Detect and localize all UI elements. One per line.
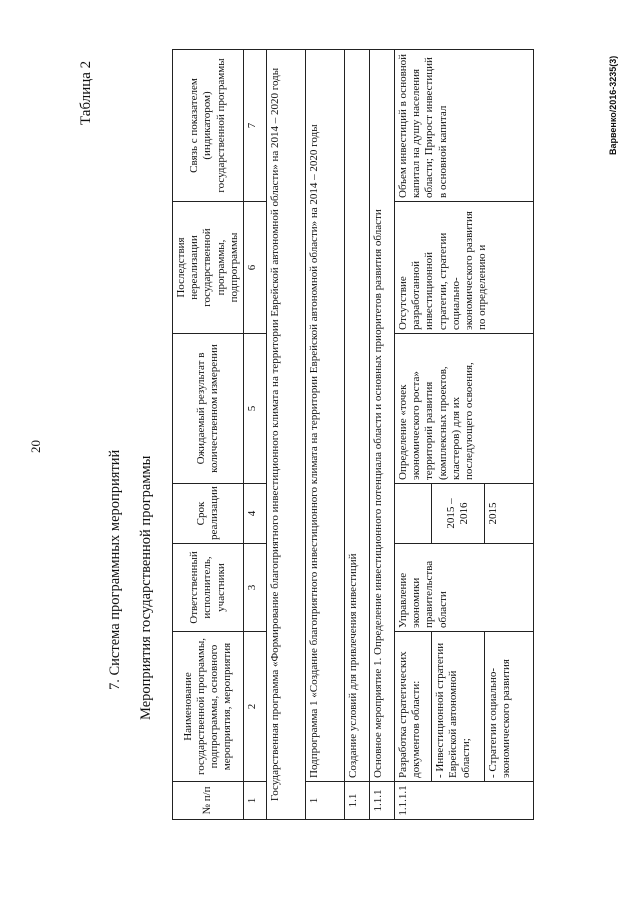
column-number: 7 [243, 50, 266, 202]
column-number: 2 [243, 632, 266, 782]
measure-name: - Стратегии социально-экономического развития [484, 632, 533, 782]
measure-consequence: Отсутствие разработанной инвестиционной стратегии, стратегии социально-экономического развития по определению и [394, 202, 533, 334]
program-row [266, 50, 305, 820]
measures-table [172, 49, 534, 820]
measure-indicator-link: Объем инвестиций в основной капитал на душу населения области; Прирост инвестиций в основной капитал [394, 50, 533, 202]
header-indicator-link: Связь с показателем (индикатором) государственной программы [173, 50, 244, 202]
row-number: 1.1.1 [369, 782, 394, 820]
header-executor: Ответственный исполнитель, участники [173, 544, 244, 632]
subprogram-row [305, 50, 344, 820]
header-result: Ожидаемый результат в количественном измерении [173, 334, 244, 484]
row-1-1-1-1 [394, 50, 431, 820]
row-number: 1 [305, 782, 344, 820]
header-name: Наименование государственной программы, подпрограммы, основного мероприятия, мероприятия [173, 632, 244, 782]
measure-name: Разработка стратегических документов области: [394, 632, 431, 782]
measure-term: 2015 [484, 484, 533, 544]
measure-name: - Инвестиционной стратегии Еврейской автономной области; [431, 632, 484, 782]
measure-term [394, 484, 431, 544]
header-consequences: Последствия нереализации государственной программы, подпрограммы [173, 202, 244, 334]
column-number: 1 [243, 782, 266, 820]
row-number: 1.1.1.1 [394, 782, 533, 820]
table-label: Таблица 2 [78, 60, 94, 125]
row-title: Создание условий для привлечения инвестиций [344, 50, 369, 782]
header-number: № п/п [173, 782, 244, 820]
header-term: Срок реализации [173, 484, 244, 544]
measure-executor: Управление экономики правительства области [394, 544, 533, 632]
measure-term: 2015 – 2016 [431, 484, 484, 544]
row-title: Основное мероприятие 1. Определение инвестиционного потенциала области и основных приоритетов развития области [369, 50, 394, 782]
column-number: 5 [243, 334, 266, 484]
subprogram-title: Подпрограмма 1 «Создание благоприятного инвестиционного климата на территории Еврейской автономной области» на 2014 – 2020 годы [305, 50, 344, 782]
section-subtitle: Мероприятия государственной программы [138, 455, 154, 720]
row-1-1 [344, 50, 369, 820]
row-1-1-1 [369, 50, 394, 820]
measure-result: Определение «точек экономического роста» территорий развития (комплексных проектов, кластеров) для их последующего освоения, [394, 334, 533, 484]
column-number-row [243, 50, 266, 820]
registration-stamp: Варвенко/2016-3235(3) [608, 55, 618, 155]
page-number: 20 [28, 440, 43, 453]
column-number: 4 [243, 484, 266, 544]
section-title: 7. Система программных мероприятий [107, 449, 123, 690]
header-row [173, 50, 244, 820]
row-number: 1.1 [344, 782, 369, 820]
program-title: Государственная программа «Формирование благоприятного инвестиционного климата на территории Еврейской автономной области» на 2014 – 2020 годы [266, 50, 305, 820]
column-number: 6 [243, 202, 266, 334]
column-number: 3 [243, 544, 266, 632]
